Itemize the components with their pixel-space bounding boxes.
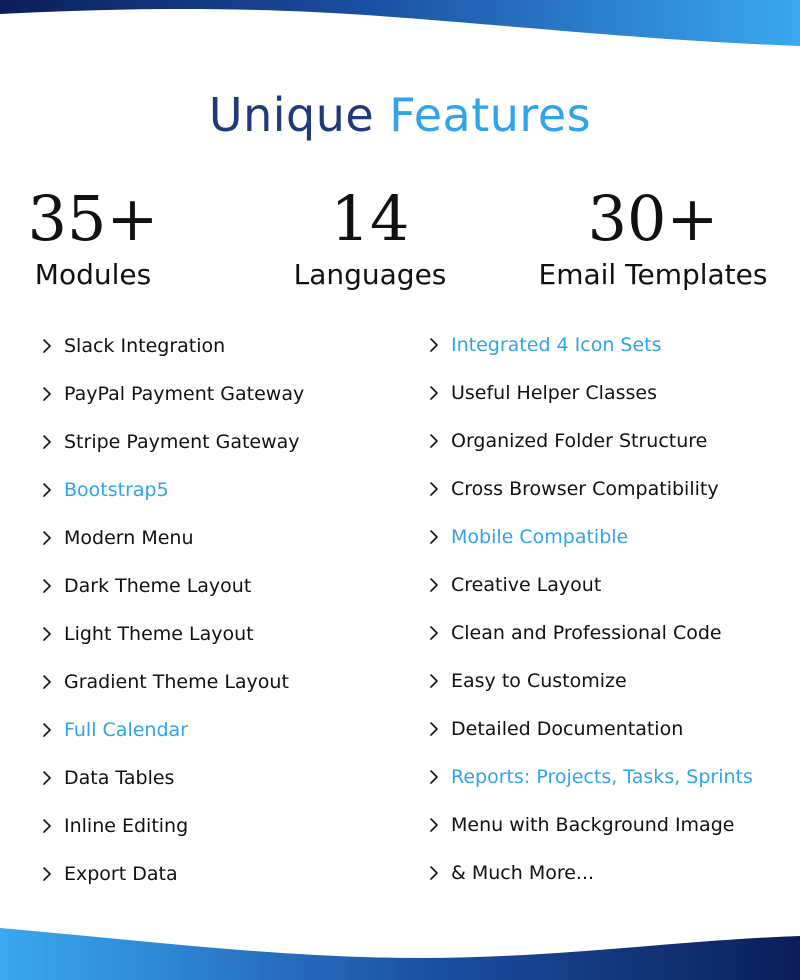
feature-item: [425, 417, 795, 465]
feature-label: Menu with Background Image: [451, 814, 735, 836]
feature-item: [38, 418, 398, 466]
stat-number: 30+: [587, 182, 719, 255]
stat-modules: [18, 182, 168, 291]
feature-label: Gradient Theme Layout: [64, 671, 289, 693]
chevron-right-icon: [38, 721, 56, 739]
chevron-right-icon: [425, 336, 443, 354]
feature-item: [38, 466, 398, 514]
feature-label: Bootstrap5: [64, 479, 169, 501]
feature-item: [38, 610, 398, 658]
chevron-right-icon: [38, 817, 56, 835]
feature-item: [38, 850, 398, 898]
chevron-right-icon: [38, 673, 56, 691]
chevron-right-icon: [38, 481, 56, 499]
title-part-2: Features: [389, 88, 592, 142]
chevron-right-icon: [38, 865, 56, 883]
feature-item: [38, 370, 398, 418]
feature-label: Light Theme Layout: [64, 623, 254, 645]
feature-label: & Much More...: [451, 862, 595, 884]
chevron-right-icon: [425, 432, 443, 450]
feature-label: Useful Helper Classes: [451, 382, 657, 404]
stat-label: Modules: [34, 258, 152, 291]
feature-item: [38, 514, 398, 562]
stat-languages: [270, 182, 470, 291]
feature-item: [425, 801, 795, 849]
chevron-right-icon: [38, 529, 56, 547]
feature-label: Data Tables: [64, 767, 175, 789]
feature-label: Creative Layout: [451, 574, 602, 596]
stat-label: Languages: [293, 258, 447, 291]
feature-label: Modern Menu: [64, 527, 194, 549]
feature-label: Detailed Documentation: [451, 718, 684, 740]
feature-list-right: [425, 321, 795, 897]
feature-label: Clean and Professional Code: [451, 622, 722, 644]
feature-item: [425, 561, 795, 609]
chevron-right-icon: [38, 433, 56, 451]
chevron-right-icon: [425, 576, 443, 594]
feature-item: [38, 706, 398, 754]
chevron-right-icon: [425, 720, 443, 738]
feature-label: Integrated 4 Icon Sets: [451, 334, 662, 356]
bottom-wave-decoration: [0, 918, 800, 980]
chevron-right-icon: [425, 672, 443, 690]
chevron-right-icon: [38, 769, 56, 787]
feature-item: [38, 322, 398, 370]
page-title: [0, 88, 800, 142]
feature-label: Easy to Customize: [451, 670, 627, 692]
feature-item: [38, 562, 398, 610]
feature-label: Stripe Payment Gateway: [64, 431, 300, 453]
feature-item: [425, 849, 795, 897]
feature-item: [425, 513, 795, 561]
feature-item: [425, 705, 795, 753]
title-part-1: Unique: [208, 88, 375, 142]
chevron-right-icon: [38, 385, 56, 403]
feature-item: [425, 321, 795, 369]
feature-item: [425, 609, 795, 657]
chevron-right-icon: [38, 577, 56, 595]
feature-item: [425, 465, 795, 513]
feature-item: [38, 802, 398, 850]
feature-label: Slack Integration: [64, 335, 226, 357]
feature-item: [425, 657, 795, 705]
chevron-right-icon: [425, 864, 443, 882]
chevron-right-icon: [425, 384, 443, 402]
feature-label: PayPal Payment Gateway: [64, 383, 305, 405]
stat-number: 35+: [27, 182, 159, 255]
feature-item: [38, 754, 398, 802]
chevron-right-icon: [425, 816, 443, 834]
feature-label: Organized Folder Structure: [451, 430, 708, 452]
chevron-right-icon: [38, 625, 56, 643]
feature-label: Full Calendar: [64, 719, 188, 741]
stat-label: Email Templates: [538, 258, 768, 291]
feature-list-left: [38, 322, 398, 898]
feature-label: Export Data: [64, 863, 178, 885]
stat-number: 14: [330, 182, 410, 255]
feature-item: [425, 753, 795, 801]
feature-item: [425, 369, 795, 417]
feature-label: Reports: Projects, Tasks, Sprints: [451, 766, 753, 788]
feature-item: [38, 658, 398, 706]
feature-label: Mobile Compatible: [451, 526, 629, 548]
chevron-right-icon: [38, 337, 56, 355]
chevron-right-icon: [425, 480, 443, 498]
feature-label: Dark Theme Layout: [64, 575, 252, 597]
chevron-right-icon: [425, 768, 443, 786]
chevron-right-icon: [425, 624, 443, 642]
feature-label: Inline Editing: [64, 815, 189, 837]
stat-email-templates: [520, 182, 786, 291]
top-wave-decoration: [0, 0, 800, 60]
chevron-right-icon: [425, 528, 443, 546]
feature-label: Cross Browser Compatibility: [451, 478, 719, 500]
